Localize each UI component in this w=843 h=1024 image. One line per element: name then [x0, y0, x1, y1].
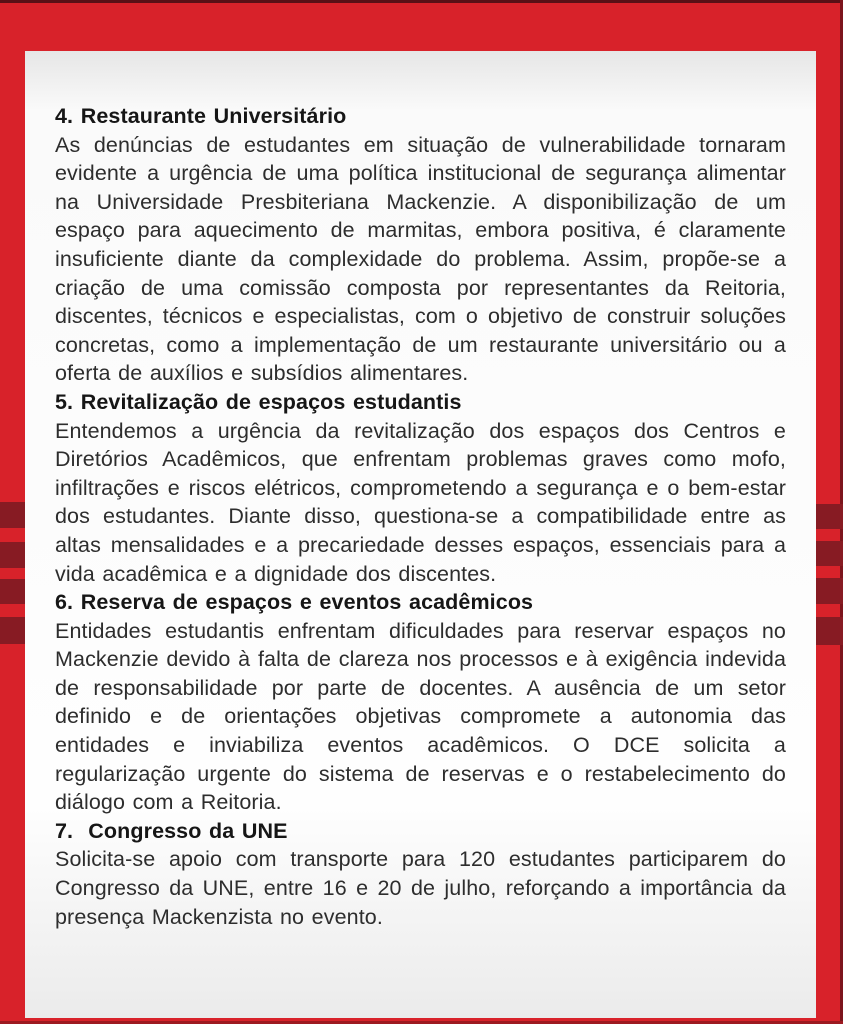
left-decorative-stripe	[0, 579, 25, 604]
section-5-paragraph: Entendemos a urgência da revitalização dos espaços dos Centros e Diretórios Acadêmicos, que enfrentam problemas graves como mofo, infiltrações e riscos elétricos, comprometendo a segurança e o bem-estar dos estudantes. Diante disso, questiona-se a compatibilidade entre as altas mensalidades e a precariedade desses espaços, essenciais para a vida acadêmica e a dignidade dos discentes.	[55, 418, 786, 586]
section-4-heading: 4. Restaurante Universitário	[55, 104, 347, 128]
document-content	[25, 51, 816, 931]
right-decorative-stripe	[816, 504, 843, 529]
section-5-heading: 5. Revitalização de espaços estudantis	[55, 389, 462, 414]
left-decorative-stripe	[0, 502, 25, 528]
left-decorative-stripe	[0, 617, 25, 644]
document-page	[25, 51, 816, 1018]
section-6-heading: 6. Reserva de espaços e eventos acadêmicos	[55, 590, 534, 615]
right-decorative-stripe	[816, 541, 843, 566]
section-4-paragraph: As denúncias de estudantes em situação de vulnerabilidade tornaram evidente a urgência de uma política institucional de segurança alimentar na Universidade Presbiteriana Mackenzie. A disponibilização de um espaço para aquecimento de marmitas, embora positiva, é claramente insuficiente diante da complexidade do problema. Assim, propõe-se a criação de uma comissão composta por representantes da Reitoria, discentes, técnicos e especialistas, com o objetivo de construir soluções concretas, como a implementação de um restaurante universitário ou a oferta de auxílios e subsídios alimentares.	[55, 132, 786, 386]
section-7-paragraph: Solicita-se apoio com transporte para 120 estudantes participarem do Congresso da UNE, entre 16 e 20 de julho, reforçando a importância da presença Mackenzista no evento.	[55, 847, 786, 929]
left-decorative-stripe	[0, 542, 25, 568]
right-decorative-stripe	[816, 578, 843, 604]
right-decorative-stripe	[816, 617, 843, 645]
top-edge-line	[0, 0, 843, 3]
section-6-paragraph: Entidades estudantis enfrentam dificuldades para reservar espaços no Mackenzie devido à falta de clareza nos processos e à exigência indevida de responsabilidade por parte de docentes. A ausência de um setor definido e de orientações objetivas compromete a autonomia das entidades e inviabiliza eventos acadêmicos. O DCE solicita a regularização urgente do sistema de reservas e o restabelecimento do diálogo com a Reitoria.	[55, 618, 786, 815]
section-7-heading: 7. Congresso da UNE	[55, 818, 288, 843]
